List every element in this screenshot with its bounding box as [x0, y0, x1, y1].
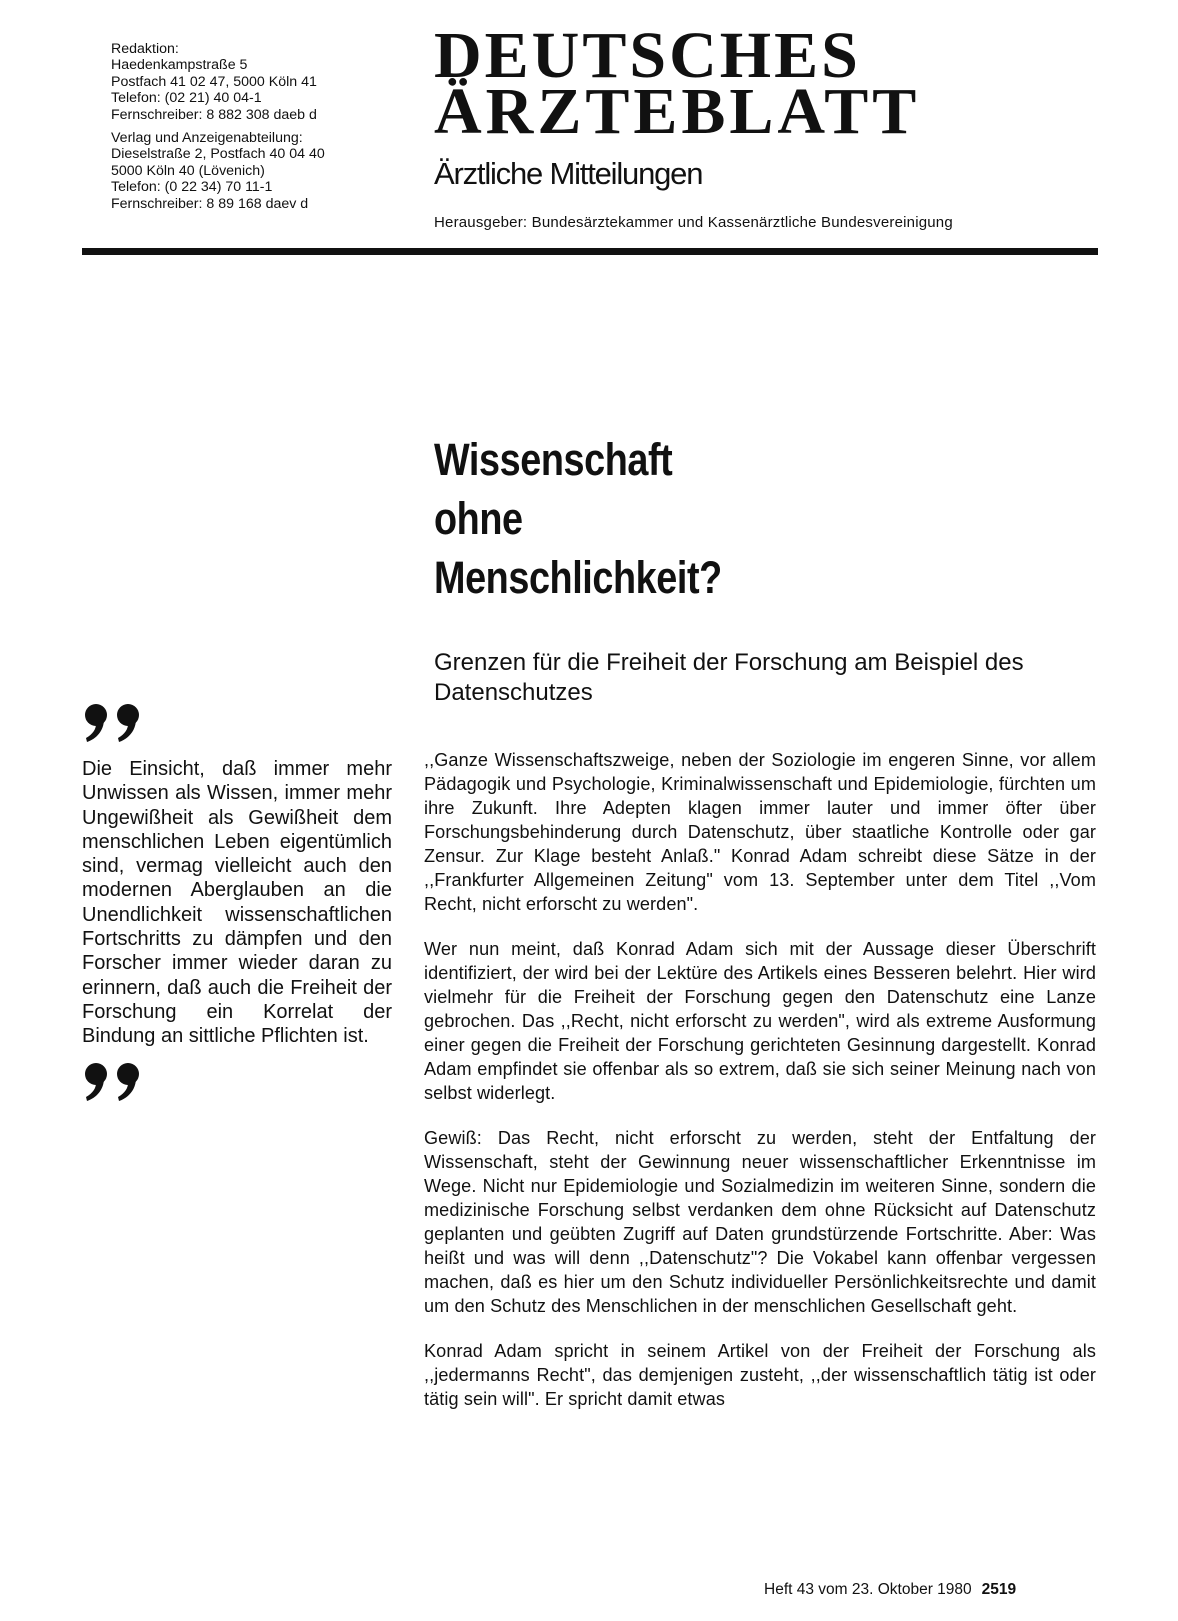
editorial-line: Haedenkampstraße 5	[111, 57, 248, 74]
pull-quote: Die Einsicht, daß immer mehr Unwissen als Wissen, immer mehr Ungewißheit als Gewißheit dem menschlichen Leben eigentümlich sind, vermag vielleicht auch den modernen Aberglauben an die Unendlichkeit wissenschaftlichen Fortschritts zu dämpfen und den Forscher immer wieder daran zu erinnern, daß auch die Freiheit der Forschung ein Korrelat der Bindung an sittliche Pflichten ist.	[82, 758, 392, 1048]
editorial-line: Postfach 41 02 47, 5000 Köln 41	[111, 73, 317, 90]
publisher-line: 5000 Köln 40 (Lövenich)	[111, 162, 265, 179]
page-footer	[764, 1581, 1016, 1599]
contact-info	[111, 41, 401, 212]
body-paragraph: Konrad Adam spricht in seinem Artikel von der Freiheit der Forschung als ,,jedermanns Recht", das demjenigen zusteht, ,,der wissenschaftlich tätig ist oder tätig sein will". Er spricht damit etwas	[424, 1341, 1096, 1409]
body-paragraph: ,,Ganze Wissenschaftszweige, neben der Soziologie im engeren Sinne, vor allem Pädagogik und Psychologie, Kriminalwissenschaft und Epidemiologie, fürchten um ihre Zukunft. Ihre Adepten klagen immer lauter und immer öfter über Forschungsbehinderung durch Datenschutz, über staatliche Kontrolle oder gar Zensur. Zur Klage besteht Anlaß." Konrad Adam schreibt diese Sätze in der ,,Frankfurter Allgemeinen Zeitung" vom 13. September unter dem Titel ,,Vom Recht, nicht erforscht zu werden".	[424, 750, 1096, 914]
publisher-line: Dieselstraße 2, Postfach 40 04 40	[111, 146, 325, 163]
article-body	[424, 748, 1096, 1432]
closing-double-quote-icon	[82, 1061, 152, 1101]
publisher-line: Fernschreiber: 8 89 168 daev d	[111, 195, 309, 212]
editorial-line: Fernschreiber: 8 882 308 daeb d	[111, 106, 317, 123]
masthead-title-line2: ÄRZTEBLATT	[434, 75, 921, 148]
publisher-address	[111, 130, 401, 212]
issue-info: Heft 43 vom 23. Oktober 1980	[764, 1581, 972, 1598]
masthead-rule	[82, 248, 1098, 255]
masthead-subtitle: Ärztliche Mitteilungen	[434, 156, 703, 191]
masthead-title	[434, 19, 1094, 148]
body-paragraph: Gewiß: Das Recht, nicht erforscht zu werden, steht der Entfaltung der Wissenschaft, steht der Gewinnung neuer wissenschaftlicher Erkenntnisse im Wege. Nicht nur Epidemiologie und Sozialmedizin im weiteren Sinne, sondern die medizinische Forschung selbst verdanken dem ohne Rücksicht auf Datenschutz geplanten und geübten Zugriff auf Daten grundstürzende Fortschritte. Aber: Was heißt und was will denn ,,Datenschutz"? Die Vokabel kann offenbar vergessen machen, daß es hier um den Schutz individueller Persönlichkeitsrechte und damit um den Schutz des Menschlichen in der menschlichen Gesellschaft geht.	[424, 1128, 1096, 1316]
masthead-title-line1: DEUTSCHES	[434, 19, 861, 92]
editorial-line: Redaktion:	[111, 41, 179, 57]
publisher-line: Telefon: (0 22 34) 70 11-1	[111, 179, 273, 196]
headline-line: ohne	[434, 493, 523, 544]
page-number: 2519	[981, 1581, 1017, 1598]
headline-line: Wissenschaft	[434, 434, 673, 485]
closing-double-quote-icon	[82, 702, 152, 742]
headline-line: Menschlichkeit?	[434, 552, 722, 603]
article-subheadline: Grenzen für die Freiheit der Forschung am Beispiel des Datenschutzes	[434, 649, 1024, 706]
editorial-address	[111, 41, 401, 123]
publisher-line: Verlag und Anzeigenabteilung:	[111, 130, 303, 147]
body-paragraph: Wer nun meint, daß Konrad Adam sich mit der Aussage dieser Überschrift identifiziert, der wird bei der Lektüre des Artikels eines Besseren belehrt. Hier wird vielmehr für die Freiheit der Forschung gegen den Datenschutz eine Lanze gebrochen. Das ,,Recht, nicht erforscht zu werden", wird als extreme Ausformung einer gegen die Freiheit der Forschung gerichteten Gesinnung dargestellt. Konrad Adam empfindet sie offenbar als so extrem, daß sie sich seiner Meinung nach von selbst widerlegt.	[424, 939, 1096, 1103]
article-headline	[434, 430, 972, 607]
masthead-publisher: Herausgeber: Bundesärztekammer und Kassenärztliche Bundesvereinigung	[434, 214, 953, 231]
editorial-line: Telefon: (02 21) 40 04-1	[111, 90, 262, 107]
